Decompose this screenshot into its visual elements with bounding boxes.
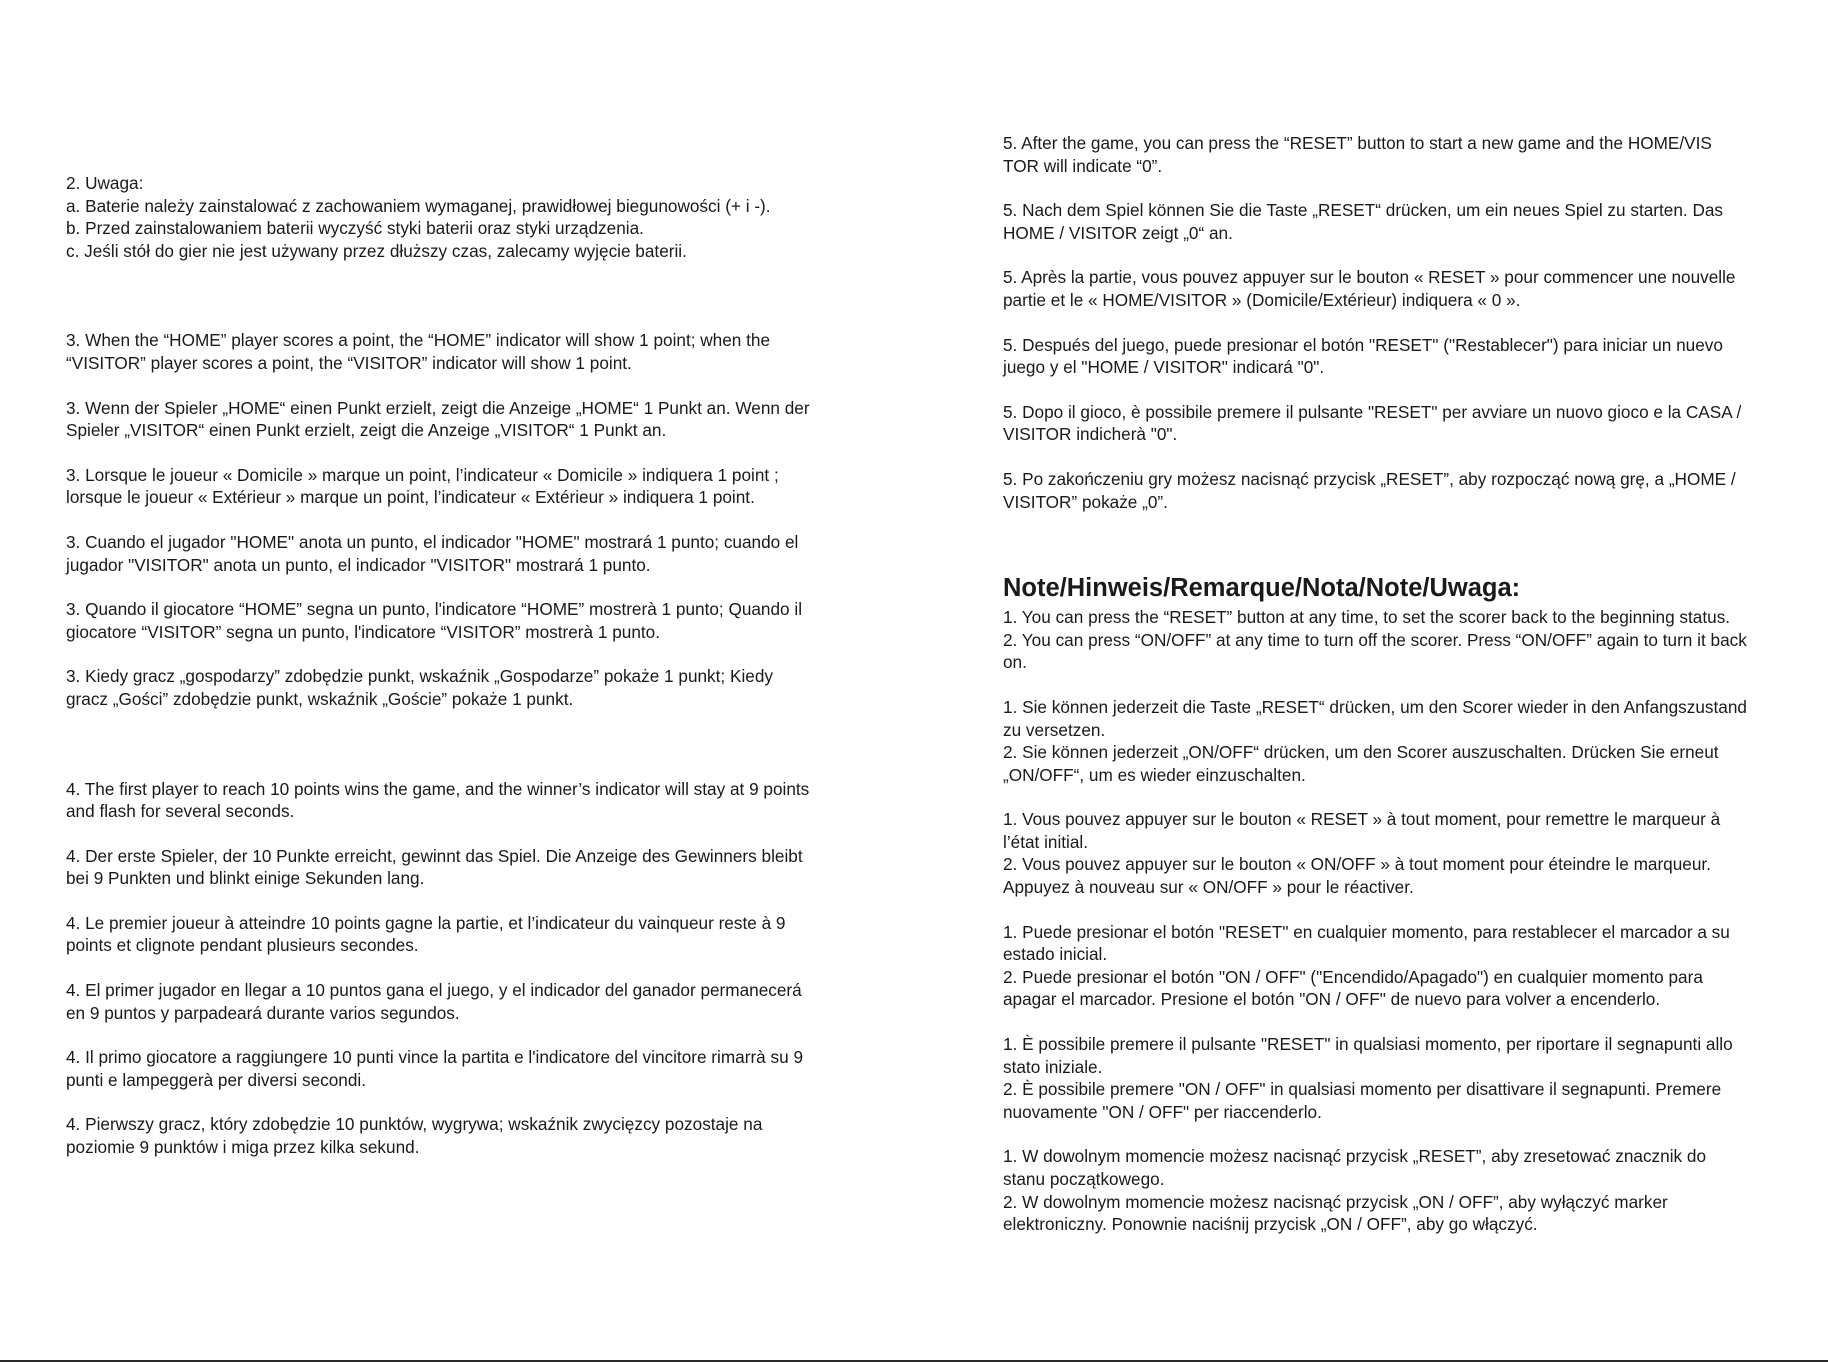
step4-es: 4. El primer jugador en llegar a 10 puntos gana el juego, y el indicador del ganador permanecerá en 9 puntos y parpadeará durante varios segundos. [66,980,802,1023]
note-it: 1. È possibile premere il pulsante "RESET" in qualsiasi momento, per riportare il segnapunti allo stato iniziale. 2. È possibile premere "ON / OFF" in qualsiasi momento per disattivare il segnapunti. Premere nuovamente "ON / OFF" per riaccenderlo. [1003,1034,1733,1122]
battery-warning: 2. Uwaga: a. Baterie należy zainstalować z zachowaniem wymaganej, prawidłowej biegunowości (+ i -). b. Przed zainstalowaniem baterii wyczyść styki baterii oraz styki urządzenia. c. Jeśli stół do gier nie jest używany przez dłuższy czas, zalecamy wyjęcie baterii. [66,173,771,261]
step5-pl: 5. Po zakończeniu gry możesz nacisnąć przycisk „RESET”, aby rozpocząć nową grę, a „HOME / VISITOR” pokaże „0”. [1003,468,1736,512]
note-de: 1. Sie können jederzeit die Taste „RESET“ drücken, um den Scorer wieder in den Anfangszustand zu versetzen. 2. Sie können jederzeit „ON/OFF“ drücken, um den Scorer auszuschalten. Drücken Sie erneut „ON/OFF“, um es wieder einzuschalten. [1003,696,1747,785]
step3-pl: 3. Kiedy gracz „gospodarzy” zdobędzie punkt, wskaźnik „Gospodarze” pokaże 1 punkt; Kiedy gracz „Gości” zdobędzie punkt, wskaźnik „Goście” pokaże 1 punkt. [66,666,773,709]
step5-fr: 5. Après la partie, vous pouvez appuyer sur le bouton « RESET » pour commencer une nouvelle partie et le « HOME/VISITOR » (Domicile/Extérieur) indiquera « 0 ». [1003,267,1736,310]
step4-de: 4. Der erste Spieler, der 10 Punkte erreicht, gewinnt das Spiel. Die Anzeige des Gewinners bleibt bei 9 Punkten und blinkt einige Sekunden lang. [66,845,803,889]
note-pl: 1. W dowolnym momencie możesz nacisnąć przycisk „RESET”, aby zresetować znacznik do stanu początkowego. 2. W dowolnym momencie możesz nacisnąć przycisk „ON / OFF”, aby wyłączyć marker elektroniczny. Ponownie naciśnij przycisk „ON / OFF”, aby go włączyć. [1003,1146,1707,1235]
note-heading: Note/Hinweis/Remarque/Nota/Note/Uwaga: [1003,574,1521,603]
step5-it: 5. Dopo il gioco, è possibile premere il pulsante "RESET" per avviare un nuovo gioco e la CASA / VISITOR indicherà "0". [1003,401,1742,445]
note-es: 1. Puede presionar el botón "RESET" en cualquier momento, para restablecer el marcador a su estado inicial. 2. Puede presionar el botón "ON / OFF" ("Encendido/Apagado") en cualquier momento para apagar el marcador. Presione el botón "ON / OFF" de nuevo para volver a encenderlo. [1003,921,1730,1010]
right-column [1003,132,1803,1236]
step4-it: 4. Il primo giocatore a raggiungere 10 punti vince la partita e l'indicatore del vincitore rimarrà su 9 punti e lampeggerà per diversi secondi. [66,1047,803,1090]
step5-de: 5. Nach dem Spiel können Sie die Taste „RESET“ drücken, um ein neues Spiel zu starten. Das HOME / VISITOR zeigt „0“ an. [1003,200,1724,243]
step5-en: 5. After the game, you can press the “RESET” button to start a new game and the HOME/VIS TOR will indicate “0”. [1003,133,1712,176]
step3-de: 3. Wenn der Spieler „HOME“ einen Punkt erzielt, zeigt die Anzeige „HOME“ 1 Punkt an. Wenn der Spieler „VISITOR“ einen Punkt erzielt, zeigt die Anzeige „VISITOR“ 1 Punkt an. [66,397,810,441]
note-en: 1. You can press the “RESET” button at any time, to set the scorer back to the beginning status. 2. You can press “ON/OFF” at any time to turn off the scorer. Press “ON/OFF” again to turn it back on. [1003,607,1747,673]
step4-pl: 4. Pierwszy gracz, który zdobędzie 10 punktów, wygrywa; wskaźnik zwycięzcy pozostaje na poziomie 9 punktów i miga przez kilka sekund. [66,1114,763,1158]
step3-en: 3. When the “HOME” player scores a point, the “HOME” indicator will show 1 point; when the “VISITOR” player scores a point, the “VISITOR” indicator will show 1 point. [66,330,771,373]
step4-fr: 4. Le premier joueur à atteindre 10 points gagne la partie, et l’indicateur du vainqueur reste à 9 points et clignote pendant plusieurs secondes. [66,912,786,956]
step5-es: 5. Después del juego, puede presionar el botón "RESET" ("Restablecer") para iniciar un nuevo juego y el "HOME / VISITOR" indicará "0". [1003,334,1723,378]
step3-it: 3. Quando il giocatore “HOME” segna un punto, l'indicatore “HOME” mostrerà 1 punto; Quando il giocatore “VISITOR” segna un punto, l'indicatore “VISITOR” mostrerà 1 punto. [66,599,803,642]
step3-fr: 3. Lorsque le joueur « Domicile » marque un point, l’indicateur « Domicile » indiquera 1 point ; lorsque le joueur « Extérieur » marque un point, l’indicateur « Extérieur » indiquera 1 point. [66,464,779,508]
note-fr: 1. Vous pouvez appuyer sur le bouton « RESET » à tout moment, pour remettre le marqueur à l’état initial. 2. Vous pouvez appuyer sur le bouton « ON/OFF » à tout moment pour éteindre le marqueur. Appuyez à nouveau sur « ON/OFF » pour le réactiver. [1003,809,1721,898]
left-column [66,172,861,1159]
step3-es: 3. Cuando el jugador "HOME" anota un punto, el indicador "HOME" mostrará 1 punto; cuando el jugador "VISITOR" anota un punto, el indicador "VISITOR" mostrará 1 punto. [66,531,799,575]
step4-en: 4. The first player to reach 10 points wins the game, and the winner’s indicator will stay at 9 points and flash for several seconds. [66,778,810,822]
